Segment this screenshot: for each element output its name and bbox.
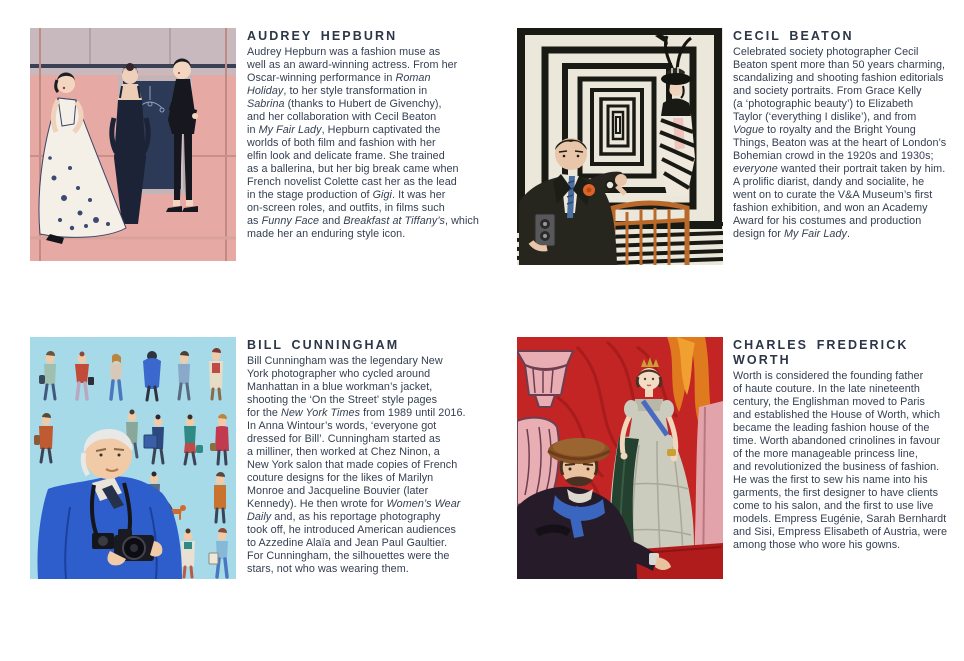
text-line: of haute couture. In the late nineteenth <box>733 383 920 395</box>
text-line: and established the House of Worth, which <box>733 409 941 421</box>
text-line: Bill Cunningham was the legendary New <box>247 355 443 367</box>
text-line: couture designs for the likes of Marilyn <box>247 472 434 484</box>
text-line: scandalizing and shooting fashion editorials <box>733 72 944 84</box>
text-line: Award for his costumes and production <box>733 215 922 227</box>
cecil-beaton-illustration <box>517 28 723 265</box>
text-line: and revolutionized the business of fashion. <box>733 461 940 473</box>
entry-title-bill-cunningham: BILL CUNNINGHAM <box>247 338 400 352</box>
text-line: Audrey Hepburn was a fashion muse as <box>247 46 441 58</box>
text-line: worlds of both film and fashion with her <box>247 137 436 149</box>
text-line: a milliner, then worked at Chez Ninon, a <box>247 446 440 458</box>
audrey-hepburn-illustration <box>30 28 236 261</box>
text-line: for the New York Times from 1989 until 2016. <box>247 407 466 419</box>
text-line: York photographer who cycled around <box>247 368 431 380</box>
text-line: He was the first to sew his name into his <box>733 474 928 486</box>
text-line: among those who wore his gowns. <box>733 539 901 551</box>
text-line: to Azzedine Alaïa and Jean Paul Gaultier. <box>247 537 448 549</box>
text-line: of the more manageable princess line, <box>733 448 918 460</box>
text-line: Daily and, as his reportage photography <box>247 511 441 523</box>
text-line: Oscar-winning performance in Roman <box>247 72 431 84</box>
text-line: Bohemian crowd in the 1920s and 1930s; <box>733 150 934 162</box>
entry-title-cecil-beaton: CECIL BEATON <box>733 29 854 43</box>
text-line: made her an enduring style icon. <box>247 228 406 240</box>
bill-cunningham-illustration <box>30 337 236 579</box>
text-line: Celebrated society photographer Cecil <box>733 46 919 58</box>
text-line: garments, the first designer to have clients <box>733 487 939 499</box>
audrey-hepburn-entry <box>247 29 479 241</box>
text-line: design for My Fair Lady. <box>733 228 851 240</box>
text-line: models. Empress Eugénie, Sarah Bernhardt <box>733 513 947 525</box>
text-line: as Funny Face and Breakfast at Tiffany’s, which <box>247 215 479 227</box>
audrey-hepburn-artwork <box>30 28 236 261</box>
text-line: Kennedy). He then wrote for Women’s Wear <box>247 498 461 510</box>
cecil-beaton-entry <box>733 29 964 241</box>
entry-body-cecil-beaton <box>733 46 964 241</box>
text-line: and Sisi, Empress Elisabeth of Austria, were <box>733 526 948 538</box>
text-line: stars, not who was wearing them. <box>247 563 409 575</box>
text-line: Beaton spent more than 50 years charming, <box>733 59 946 71</box>
text-line: New York salon that made copies of French <box>247 459 458 471</box>
text-line: Holiday, to her style transformation in <box>247 85 428 97</box>
text-line: Things, Beaton was at the heart of London’s <box>733 137 947 149</box>
charles-frederick-worth-entry <box>733 338 964 552</box>
text-line: century, the Englishman moved to Paris <box>733 396 925 408</box>
text-line: Vogue to royalty and the Bright Young <box>733 124 916 136</box>
text-line: Monroe and Jacqueline Bouvier (later <box>247 485 429 497</box>
text-line: everyone wanted their portrait taken by him. <box>733 163 946 175</box>
text-line: shooting the ‘On the Street’ style pages <box>247 394 438 406</box>
charles-frederick-worth-illustration <box>517 337 723 579</box>
text-line: on-screen roles, and outfits, in films such <box>247 202 445 214</box>
charles-frederick-worth-artwork <box>517 337 723 579</box>
entry-body-bill-cunningham <box>247 355 479 576</box>
bill-cunningham-artwork <box>30 337 236 579</box>
text-line: For Cunningham, the silhouettes were the <box>247 550 450 562</box>
text-line: became the leading fashion house of the <box>733 422 930 434</box>
entry-title-charles-frederick-worth: CHARLES FREDERICK WORTH <box>733 338 909 367</box>
text-line: went on to curate the V&A Museum’s first <box>733 189 933 201</box>
text-line: (a ‘photographic beauty’) to Elizabeth <box>733 98 914 110</box>
text-line: and her collaboration with Cecil Beaton <box>247 111 437 123</box>
entry-body-charles-frederick-worth <box>733 370 964 552</box>
text-line: and society portraits. From Grace Kelly <box>733 85 922 97</box>
entry-body-audrey-hepburn <box>247 46 479 241</box>
text-line: French novelist Colette cast her as the lead <box>247 176 457 188</box>
text-line: come to his salon, and the first to use live <box>733 500 934 512</box>
text-line: as a ballerina, but her big break came when <box>247 163 459 175</box>
text-line: In Anna Wintour’s words, ‘everyone got <box>247 420 437 432</box>
text-line: fashion exhibition, and won an Academy <box>733 202 928 214</box>
text-line: A prolific diarist, dandy and socialite, he <box>733 176 925 188</box>
text-line: in the stage production of Gigi. It was her <box>247 189 446 201</box>
bill-cunningham-entry <box>247 338 479 576</box>
text-line: Sabrina (thanks to Hubert de Givenchy), <box>247 98 442 110</box>
text-line: well as an award-winning actress. From her <box>247 59 458 71</box>
text-line: Taylor (‘everything I dislike’), and from <box>733 111 917 123</box>
text-line: dressed for Bill’. Cunningham started as <box>247 433 441 445</box>
cecil-beaton-artwork <box>517 28 723 265</box>
entry-title-audrey-hepburn: AUDREY HEPBURN <box>247 29 398 43</box>
text-line: Worth is considered the founding father <box>733 370 924 382</box>
text-line: time. Worth abandoned crinolines in favour <box>733 435 941 447</box>
text-line: Manhattan in a blue workman’s jacket, <box>247 381 433 393</box>
text-line: took off, he introduced American audiences <box>247 524 456 536</box>
text-line: elfin look and delicate frame. She trained <box>247 150 445 162</box>
text-line: in My Fair Lady, Hepburn captivated the <box>247 124 441 136</box>
